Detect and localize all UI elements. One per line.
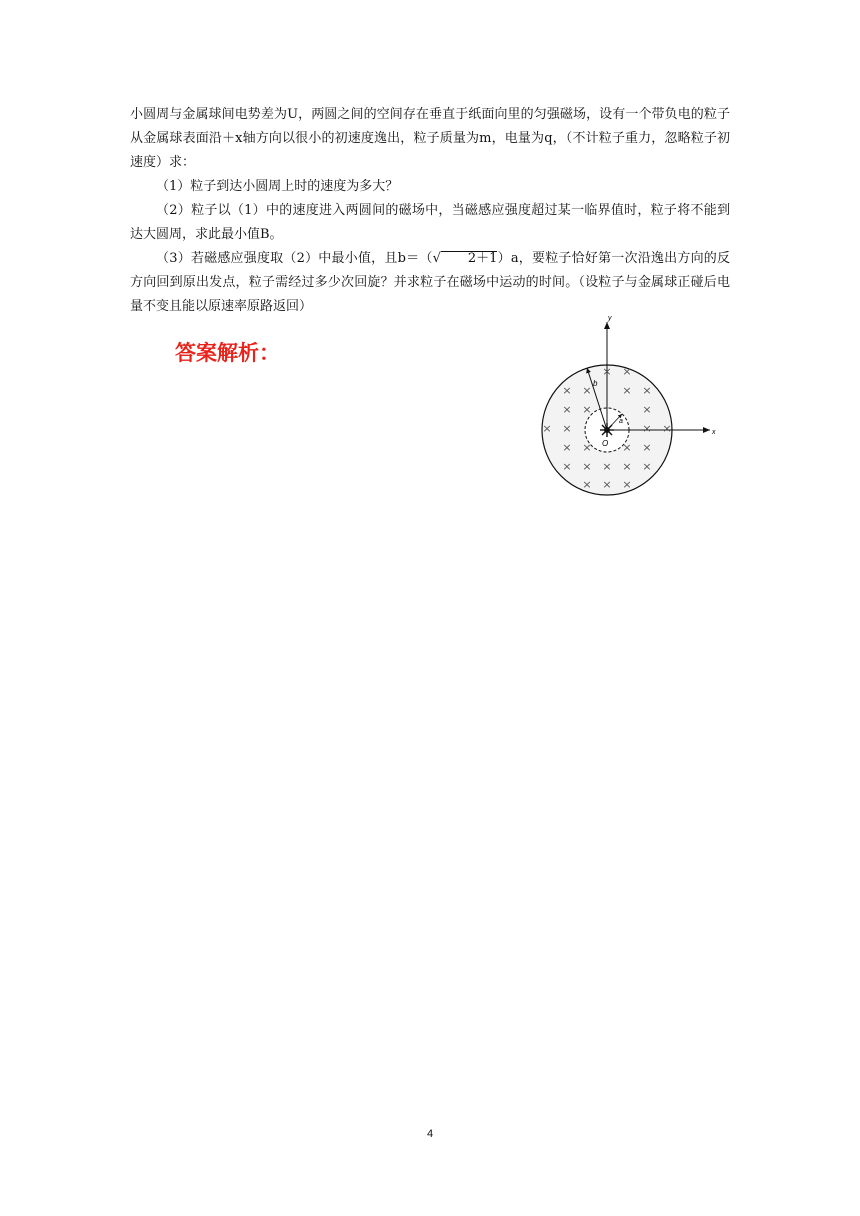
field-cross: × [562,422,572,435]
problem-intro: 小圆周与金属球间电势差为U，两圆之间的空间存在垂直于纸面向里的匀强磁场，设有一个带负电的粒子从金属球表面沿＋x轴方向以很小的初速度逸出，粒子质量为m，电量为q，（不计粒子重力，忽略粒子初速度）求： [130,107,730,170]
field-cross: × [582,441,592,454]
x-axis-label: x [712,429,716,436]
answer-heading: 答案解析： [175,341,280,365]
field-cross: × [562,384,572,397]
field-cross: × [622,365,632,378]
field-cross: × [582,403,592,416]
field-cross: × [602,365,612,378]
field-cross: × [662,422,672,435]
question-2: （2）粒子以（1）中的速度进入两圆间的磁场中，当磁感应强度超过某一临界值时，粒子将不能到达大圆周，求此最小值B。 [130,203,730,242]
field-cross: × [562,441,572,454]
field-cross: × [622,384,632,397]
question-3 [130,247,730,319]
field-cross: × [642,460,652,473]
radius-a-label: a [619,418,623,425]
sqrt-radicand: 2＋1 [441,251,498,266]
y-axis-label: y [608,315,612,322]
question-3-text-b: ）a，要粒子恰好第一次沿逸出方向的反方向回到原出发点，粒子需经过多少次回旋？并求粒子在磁场中运动的时间。（设粒子与金属球正碰后电量不变且能以原速率原路返回） [130,251,730,314]
field-cross: × [622,478,632,491]
field-cross: × [642,384,652,397]
radius-b-label: b [593,379,598,388]
magnetic-field-diagram [530,310,730,500]
field-cross: × [642,403,652,416]
page-number: 4 [426,1128,434,1140]
field-cross: × [582,460,592,473]
field-cross: × [642,441,652,454]
field-cross: × [602,460,612,473]
field-cross: × [622,460,632,473]
field-cross: × [562,460,572,473]
field-cross: × [642,422,652,435]
field-cross: × [562,403,572,416]
sqrt-sign: √ [432,251,441,266]
field-cross: × [602,478,612,491]
question-3-text-a: （3）若磁感应强度取（2）中最小值，且b＝（ [156,251,433,266]
field-cross: × [542,422,552,435]
field-cross: × [622,441,632,454]
question-1: （1）粒子到达小圆周上时的速度为多大？ [156,179,399,194]
field-cross: × [582,478,592,491]
sphere-center [604,427,610,433]
field-cross: × [582,384,592,397]
origin-label: O [602,439,609,448]
